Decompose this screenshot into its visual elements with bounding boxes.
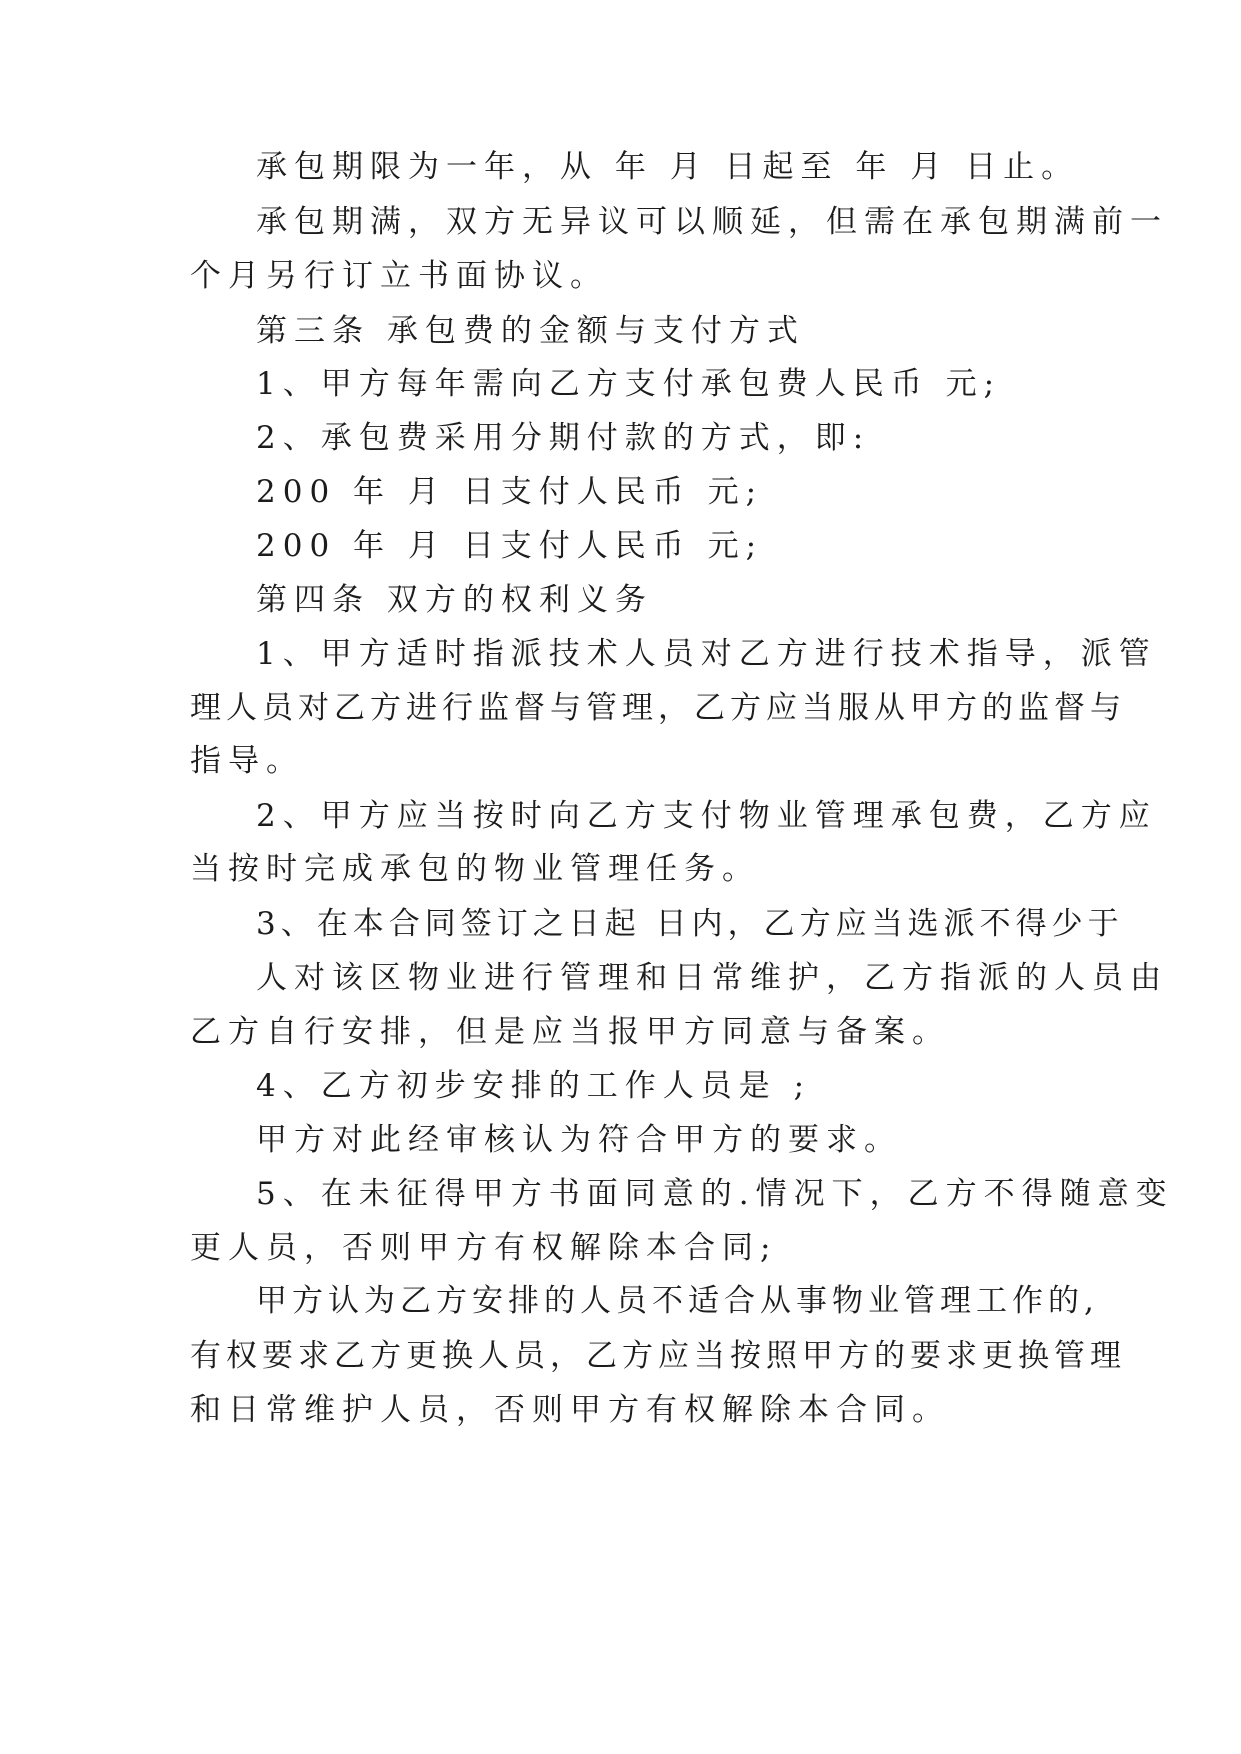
paragraph-line: 1、甲方每年需向乙方支付承包费人民币 元; <box>256 366 1002 402</box>
paragraph-line: 5、在未征得甲方书面同意的.情况下，乙方不得随意变 <box>256 1176 1174 1212</box>
paragraph-line: 3、在本合同签订之日起 日内，乙方应当选派不得少于 <box>256 906 1124 942</box>
paragraph-line: 2、甲方应当按时向乙方支付物业管理承包费，乙方应 <box>256 798 1157 834</box>
paragraph-line: 2、承包费采用分期付款的方式，即: <box>256 420 871 456</box>
paragraph-line: 和日常维护人员，否则甲方有权解除本合同。 <box>190 1392 950 1428</box>
paragraph-line: 甲方认为乙方安排的人员不适合从事物业管理工作的, <box>256 1283 1099 1319</box>
paragraph-line: 甲方对此经审核认为符合甲方的要求。 <box>256 1122 902 1158</box>
paragraph-line: 4、乙方初步安排的工作人员是 ; <box>256 1068 812 1104</box>
paragraph-line: 更人员，否则甲方有权解除本合同; <box>190 1230 778 1266</box>
paragraph-line: 200 年 月 日支付人民币 元; <box>256 474 764 510</box>
paragraph-line: 乙方自行安排，但是应当报甲方同意与备案。 <box>190 1014 950 1050</box>
paragraph-line: 理人员对乙方进行监督与管理，乙方应当服从甲方的监督与 <box>190 690 1126 726</box>
paragraph-line: 200 年 月 日支付人民币 元; <box>256 528 764 564</box>
section-heading: 第四条 双方的权利义务 <box>256 582 653 618</box>
paragraph-line: 1、甲方适时指派技术人员对乙方进行技术指导，派管 <box>256 636 1157 672</box>
paragraph-line: 承包期满，双方无异议可以顺延，但需在承包期满前一 <box>256 204 1168 240</box>
paragraph-line: 承包期限为一年，从 年 月 日起至 年 月 日止。 <box>256 149 1080 185</box>
paragraph-line: 个月另行订立书面协议。 <box>190 258 608 294</box>
section-heading: 第三条 承包费的金额与支付方式 <box>256 313 805 349</box>
paragraph-line: 人对该区物业进行管理和日常维护，乙方指派的人员由 <box>256 960 1168 996</box>
paragraph-line: 有权要求乙方更换人员，乙方应当按照甲方的要求更换管理 <box>190 1338 1126 1374</box>
paragraph-line: 指导。 <box>190 743 304 779</box>
paragraph-line: 当按时完成承包的物业管理任务。 <box>190 851 760 887</box>
